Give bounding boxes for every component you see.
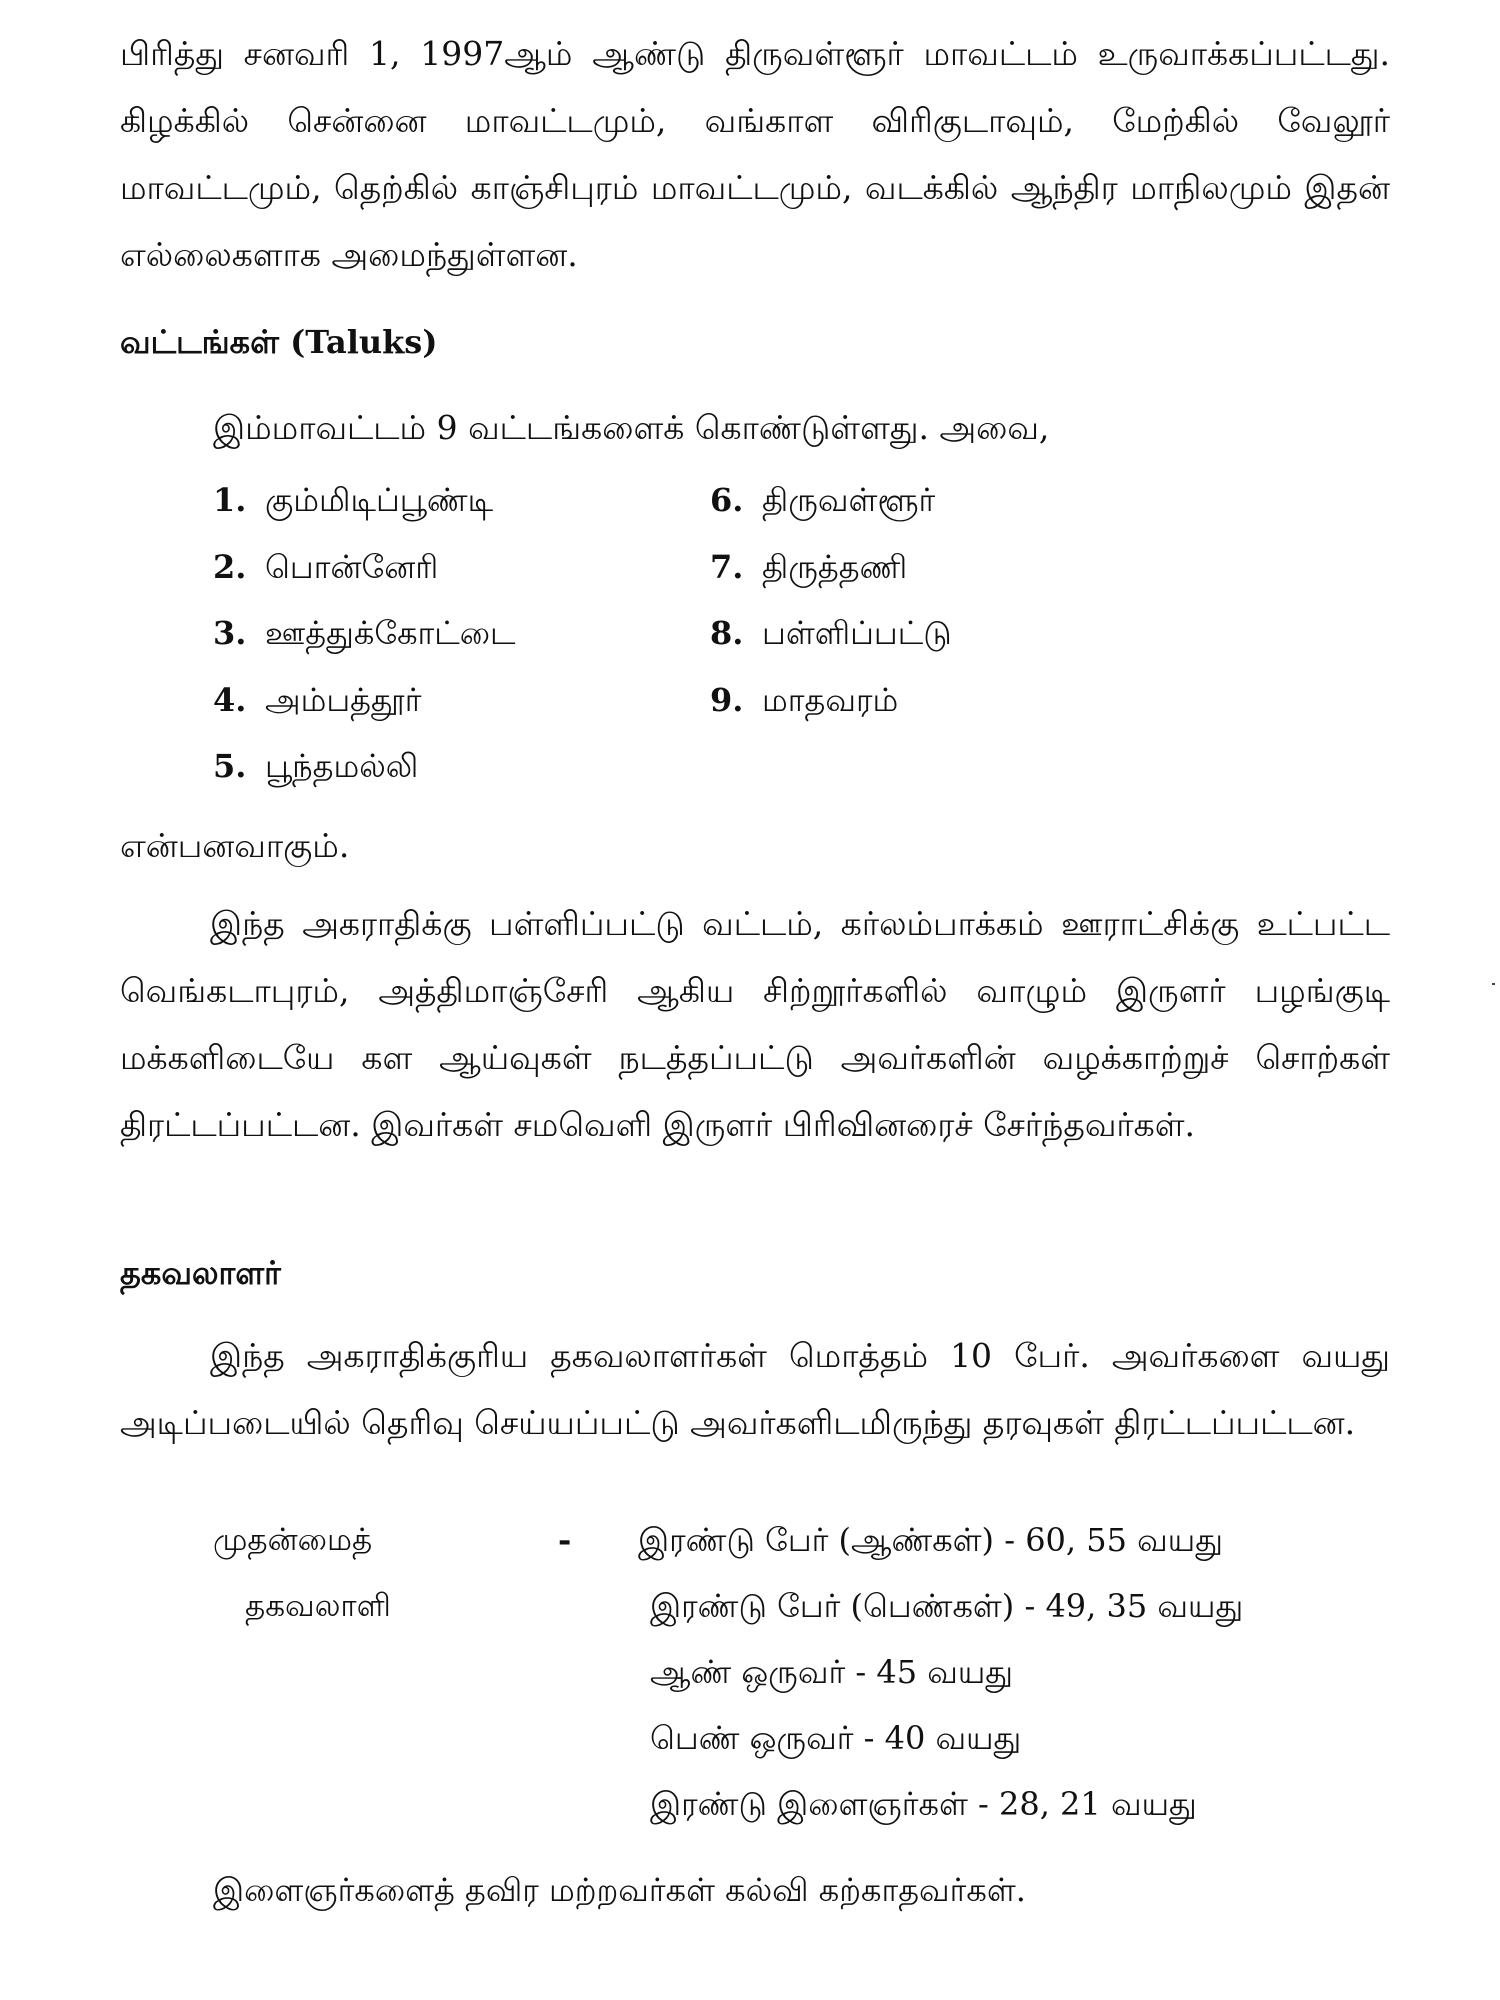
taluk-item-8 [710,613,952,653]
taluk-item-5 [213,746,418,786]
taluk-number: 6. [710,481,744,519]
intro-paragraph: பிரித்து சனவரி 1, 1997ஆம் ஆண்டு திருவள்ளூர் மாவட்டம் உருவாக்கப்பட்டது. கிழக்கில் சென்னை மாவட்டமும், வங்காள விரிகுடாவும், மேற்கில் வேலூர் மாவட்டமும், தெற்கில் காஞ்சிபுரம் மாவட்டமும், வடக்கில் ஆந்திர மாநிலமும் இதன் எல்லைகளாக அமைந்துள்ளன. [120,34,1390,274]
taluks-closing: என்பனவாகும். [120,826,350,865]
taluk-number: 3. [213,614,247,652]
taluk-item-2 [213,547,438,587]
informant-dash: - [558,1521,572,1559]
informant-label-line2: தகவலாளி [245,1588,391,1624]
informant-row-3: ஆண் ஒருவர் - 45 வயது [650,1653,1014,1691]
taluk-number: 2. [213,548,247,586]
taluk-number: 5. [213,747,247,785]
taluk-name: மாதவரம் [762,681,899,719]
informants-closing: இளைஞர்களைத் தவிர மற்றவர்கள் கல்வி கற்காதவர்கள். [213,1871,1026,1909]
taluk-name: கும்மிடிப்பூண்டி [265,481,494,519]
taluk-name: திருவள்ளூர் [762,481,936,519]
taluk-number: 9. [710,681,744,719]
margin-speck [1492,983,1495,985]
taluk-name: பள்ளிப்பட்டு [762,614,952,652]
informants-intro: இந்த அகராதிக்குரிய தகவலாளர்கள் மொத்தம் 10 பேர். அவர்களை வயது அடிப்படையில் தெரிவு செய்யப்பட்டு அவர்களிடமிருந்து தரவுகள் திரட்டப்பட்டன. [120,1336,1390,1442]
taluk-item-4 [213,680,421,720]
taluk-number: 7. [710,548,744,586]
taluk-name: ஊத்துக்கோட்டை [265,614,516,652]
informant-row-1: இரண்டு பேர் (ஆண்கள்) - 60, 55 வயது [638,1521,1223,1559]
informants-heading: தகவலாளர் [120,1254,281,1292]
taluk-item-6 [710,480,935,520]
informant-label-line1: முதன்மைத் [213,1522,373,1558]
document-page [120,10,1390,1990]
taluks-intro: இம்மாவட்டம் 9 வட்டங்களைக் கொண்டுள்ளது. அவை, [213,408,1050,447]
taluks-heading: வட்டங்கள் (Taluks) [120,323,438,361]
taluk-number: 4. [213,681,247,719]
taluk-number: 1. [213,481,247,519]
informant-row-5: இரண்டு இளைஞர்கள் - 28, 21 வயது [650,1785,1197,1823]
informant-row-4: பெண் ஒருவர் - 40 வயது [650,1719,1022,1757]
taluk-name: பூந்தமல்லி [265,747,419,785]
fieldwork-paragraph: இந்த அகராதிக்கு பள்ளிப்பட்டு வட்டம், கர்லம்பாக்கம் ஊராட்சிக்கு உட்பட்ட வெங்கடாபுரம், அத்திமாஞ்சேரி ஆகிய சிற்றூர்களில் வாழும் இருளர் பழங்குடி மக்களிடையே கள ஆய்வுகள் நடத்தப்பட்டு அவர்களின் வழக்காற்றுச் சொற்கள் திரட்டப்பட்டன. இவர்கள் சமவெளி இருளர் பிரிவினரைச் சேர்ந்தவர்கள். [120,904,1390,1144]
taluk-name: பொன்னேரி [265,548,439,586]
taluk-name: அம்பத்தூர் [265,681,422,719]
taluk-number: 8. [710,614,744,652]
taluk-item-1 [213,480,493,520]
taluk-item-9 [710,680,898,720]
informant-row-2: இரண்டு பேர் (பெண்கள்) - 49, 35 வயது [650,1587,1244,1625]
taluk-item-7 [710,547,907,587]
taluk-name: திருத்தணி [762,548,908,586]
taluk-item-3 [213,613,515,653]
